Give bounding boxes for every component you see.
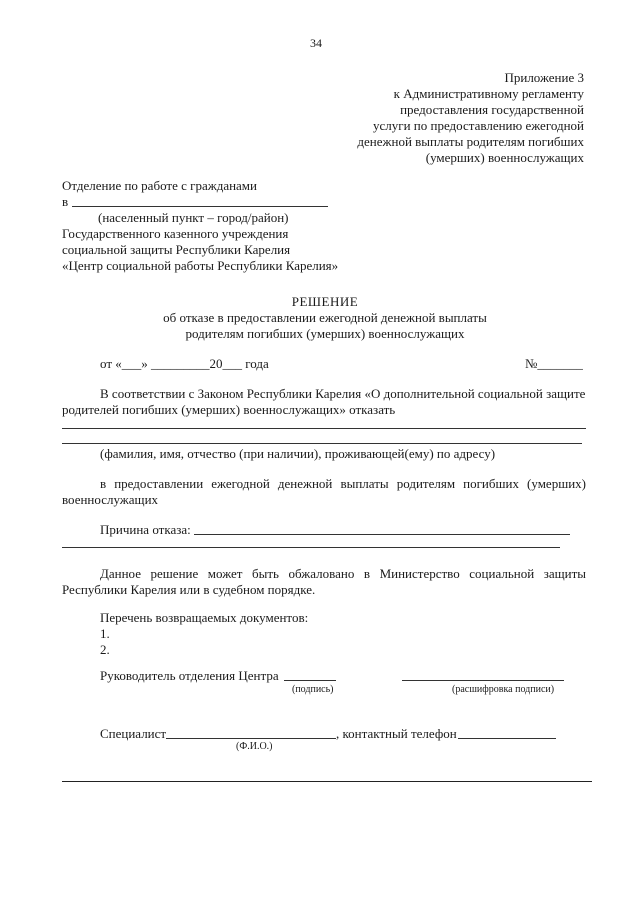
appendix-line: (умерших) военнослужащих [425, 150, 584, 165]
documents-label: Перечень возвращаемых документов: [100, 610, 309, 625]
location-caption: (населенный пункт – город/район) [98, 210, 289, 225]
location-fill-line [72, 206, 328, 207]
fio-caption: (Ф.И.О.) [236, 741, 273, 752]
specialist-label: Специалист [100, 726, 167, 741]
decision-subtitle: об отказе в предоставлении ежегодной денежной выплаты [163, 310, 487, 325]
appendix-line: Приложение 3 [504, 70, 584, 85]
document-item: 2. [100, 642, 110, 657]
institution-line: Государственного казенного учреждения [62, 226, 289, 241]
decision-subtitle: родителям погибших (умерших) военнослужащих [185, 326, 465, 341]
person-caption: (фамилия, имя, отчество (при наличии), проживающей(ему) по адресу) [100, 446, 496, 461]
number-field: №_______ [525, 356, 583, 371]
person-fill-line [62, 428, 586, 429]
signature-fill-line [284, 680, 336, 681]
phone-fill-line [458, 738, 556, 739]
appeal-paragraph: Данное решение может быть обжаловано в Министерство социальной защиты [100, 566, 586, 581]
document-item: 1. [100, 626, 110, 641]
page-number: 34 [310, 36, 322, 50]
appendix-line: денежной выплаты родителям погибших [357, 134, 584, 149]
person-fill-line [62, 443, 582, 444]
institution-line: «Центр социальной работы Республики Карелия» [62, 258, 339, 273]
refusal-paragraph: военнослужащих [62, 492, 159, 507]
law-paragraph: В соответствии с Законом Республики Карелия «О дополнительной социальной защите [100, 386, 586, 401]
date-field: от «___» _________20___ года [100, 356, 269, 371]
appendix-line: к Административному регламенту [393, 86, 584, 101]
location-prefix: в [62, 194, 69, 209]
phone-label: , контактный телефон [336, 726, 457, 741]
decode-caption: (расшифровка подписи) [452, 684, 555, 695]
appendix-block [357, 70, 584, 166]
refusal-paragraph: в предоставлении ежегодной денежной выплаты родителям погибших (умерших) [100, 476, 586, 491]
law-paragraph: родителей погибших (умерших) военнослужащих» отказать [62, 402, 396, 417]
reason-fill-line [62, 547, 560, 548]
specialist-fill-line [166, 738, 336, 739]
head-label: Руководитель отделения Центра [100, 668, 279, 683]
decode-fill-line [402, 680, 564, 681]
appendix-line: услуги по предоставлению ежегодной [373, 118, 584, 133]
appendix-line: предоставления государственной [400, 102, 584, 117]
reason-label: Причина отказа: [100, 522, 191, 537]
bottom-rule [62, 781, 592, 782]
appeal-paragraph: Республики Карелия или в судебном порядке. [62, 582, 316, 597]
reason-fill-line [194, 534, 570, 535]
signature-caption: (подпись) [292, 684, 334, 695]
department-line: Отделение по работе с гражданами [62, 178, 257, 193]
decision-heading: РЕШЕНИЕ [291, 294, 359, 309]
institution-line: социальной защиты Республики Карелия [62, 242, 291, 257]
